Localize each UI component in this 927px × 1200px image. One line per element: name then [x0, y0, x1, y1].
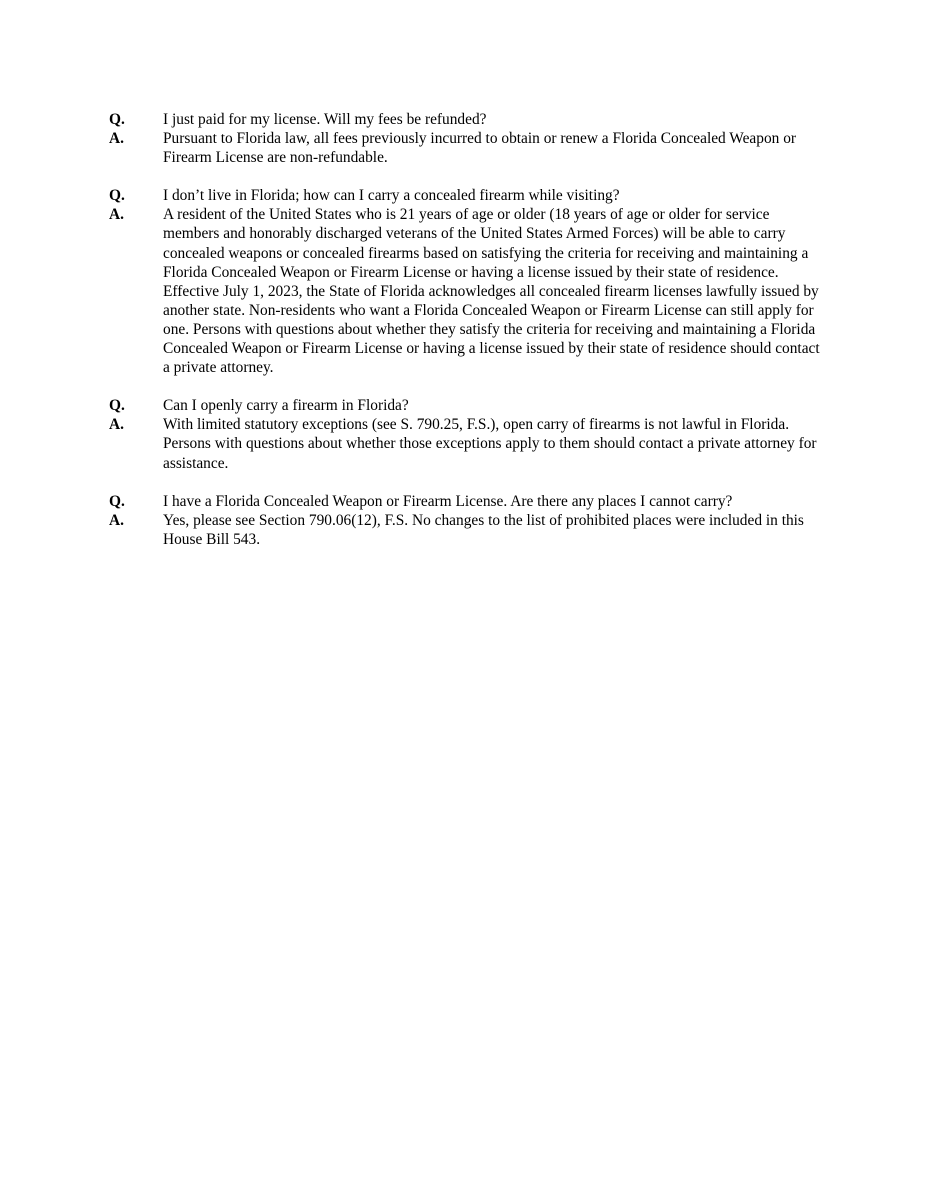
- answer-text: Pursuant to Florida law, all fees previously incurred to obtain or renew a Florida Concealed Weapon or Firearm License are non-refundable.: [163, 130, 797, 167]
- faq-list: [109, 110, 824, 568]
- question-text: Can I openly carry a firearm in Florida?: [163, 397, 409, 415]
- faq-item-open-carry: [109, 396, 824, 472]
- question-marker: Q.: [109, 397, 125, 415]
- answer-text: With limited statutory exceptions (see S. 790.25, F.S.), open carry of firearms is not lawful in Florida. Persons with questions about whether those exceptions apply to them should contact a private attorney for assistance.: [163, 416, 817, 472]
- question-text: I have a Florida Concealed Weapon or Firearm License. Are there any places I cannot carry?: [163, 492, 733, 510]
- answer-marker: A.: [109, 130, 124, 148]
- answer-marker: A.: [109, 511, 124, 529]
- question-line: [109, 396, 824, 415]
- question-marker: Q.: [109, 492, 125, 510]
- question-line: [109, 110, 824, 129]
- question-marker: Q.: [109, 111, 125, 128]
- answer-text: A resident of the United States who is 21 years of age or older (18 years of age or older for service members and honorably discharged veterans of the United States Armed Forces) will be able to carry concealed weapons or concealed firearms based on satisfying the criteria for receiving and maintaining a Florida Concealed Weapon or Firearm License or having a license issued by their state of residence. Effective July 1, 2023, the State of Florida acknowledges all concealed firearm licenses lawfully issued by another state. Non-residents who want a Florida Concealed Weapon or Firearm License can still apply for one. Persons with questions about whether they satisfy the criteria for receiving and maintaining a Florida Concealed Weapon or Firearm License or having a license issued by their state of residence should contact a private attorney.: [163, 206, 820, 377]
- answer-marker: A.: [109, 416, 124, 434]
- answer-text: Yes, please see Section 790.06(12), F.S. No changes to the list of prohibited places were included in this House Bill 543.: [163, 511, 804, 548]
- faq-item-prohibited-places: [109, 492, 824, 549]
- answer-line: [109, 205, 824, 377]
- faq-item-refund: [109, 110, 824, 167]
- question-text: I just paid for my license. Will my fees be refunded?: [163, 111, 487, 128]
- answer-line: [109, 511, 824, 549]
- question-marker: Q.: [109, 187, 125, 205]
- answer-line: [109, 415, 824, 472]
- answer-marker: A.: [109, 206, 124, 224]
- question-line: [109, 492, 824, 511]
- question-text: I don’t live in Florida; how can I carry a concealed firearm while visiting?: [163, 187, 620, 205]
- question-line: [109, 186, 824, 205]
- faq-item-nonresident: [109, 186, 824, 377]
- answer-line: [109, 129, 824, 167]
